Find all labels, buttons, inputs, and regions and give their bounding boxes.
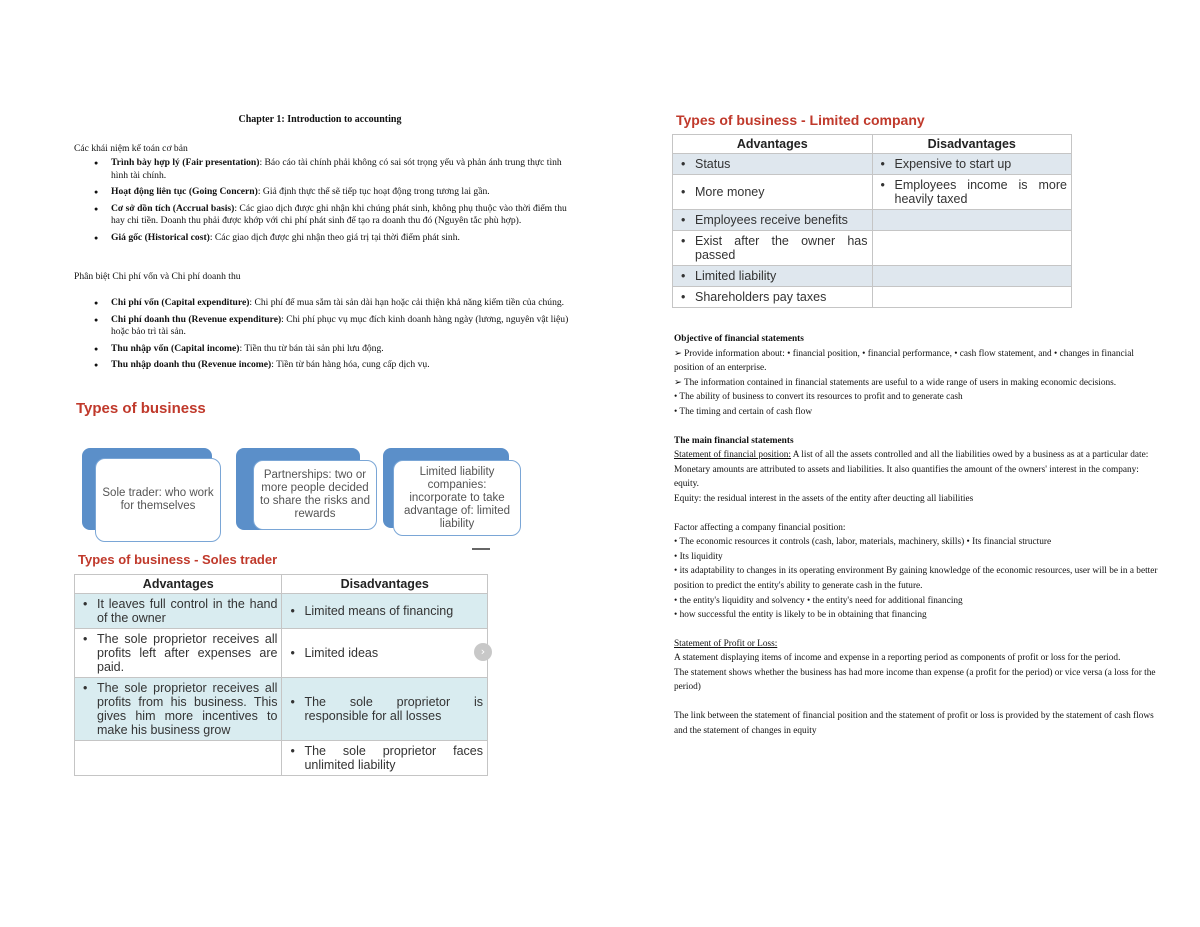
factor-line: • the entity's liquidity and solvency • the entity's need for additional financing	[674, 595, 963, 606]
disadvantage-cell: • The sole proprietor faces unlimited liability	[286, 744, 483, 772]
factor-line: • Its liquidity	[674, 551, 723, 562]
list-item: ● Giá gốc (Historical cost): Các giao dịch được ghi nhận theo giá trị tại thời điểm phát sinh.	[74, 232, 570, 245]
table-row	[673, 231, 1072, 266]
concepts-list	[74, 157, 570, 248]
objective-line: ➢ The information contained in financial statements are useful to a wide range of users in making economic decisions.	[674, 377, 1117, 388]
disadvantage-cell: • Expensive to start up	[877, 157, 1068, 171]
advantage-cell: • Shareholders pay taxes	[677, 290, 868, 304]
table-row	[673, 266, 1072, 287]
disadvantage-cell: • Limited ideas	[286, 646, 483, 660]
limited-company-table	[672, 134, 1072, 308]
objective-heading: Objective of financial statements	[674, 334, 804, 344]
advantage-cell: • Status	[677, 157, 868, 171]
table-header-advantages: Advantages	[75, 575, 282, 594]
objective-line: ➢ Provide information about: • financial position, • financial performance, • cash flow statement, and • changes in financial position of an enterprise.	[674, 348, 1134, 374]
list-item: ● Cơ sở dồn tích (Accrual basis): Các giao dịch được ghi nhận khi chúng phát sinh, không phụ thuộc vào thời điểm thu hay chi tiền. Doanh thu phải được khớp với chi phí phát sinh để tạo ra doanh thu đó (Nguyên tắc phù hợp).	[74, 203, 570, 228]
factor-line: • The economic resources it controls (cash, labor, materials, machinery, skills) • Its financial structure	[674, 537, 1052, 548]
list-item: ● Trình bày hợp lý (Fair presentation): Báo cáo tài chính phải không có sai sót trọng yếu và phản ánh trung thực tình hình tài chính.	[74, 157, 570, 182]
factor-heading: Factor affecting a company financial position:	[674, 522, 846, 533]
table-header-disadvantages: Disadvantages	[282, 575, 488, 594]
list-item: ● Thu nhập doanh thu (Revenue income): Tiền từ bán hàng hóa, cung cấp dịch vụ.	[74, 359, 570, 372]
advantage-cell: • The sole proprietor receives all profits left after expenses are paid.	[79, 632, 277, 674]
diagram-box-sole-trader: Sole trader: who work for themselves	[95, 458, 221, 542]
table-row	[75, 741, 488, 776]
diagram-box-limited-liability: Limited liability companies: incorporate to take advantage of: limited liability	[393, 460, 521, 536]
chevron-right-icon[interactable]: ›	[474, 643, 492, 661]
advantage-cell: • Employees receive benefits	[677, 213, 868, 227]
limited-company-title: Types of business - Limited company	[676, 112, 925, 128]
sopl-line: A statement displaying items of income and expense in a reporting period as components of profit or loss for the period.	[674, 653, 1121, 664]
main-statements-heading: The main financial statements	[674, 435, 794, 446]
financial-statements-section	[674, 332, 1160, 738]
disadvantage-cell: • The sole proprietor is responsible for all losses	[286, 695, 483, 723]
types-of-business-title: Types of business	[76, 400, 206, 417]
link-paragraph: The link between the statement of financial position and the statement of profit or loss is provided by the statement of cash flows and the statement of changes in equity	[674, 711, 1154, 736]
equity-line: Equity: the residual interest in the assets of the entity after deucting all liabilities	[674, 493, 974, 504]
diagram-box-partnerships: Partnerships: two or more people decided to share the risks and rewards	[253, 460, 377, 530]
list-item: ● Chi phí doanh thu (Revenue expenditure): Chi phí phục vụ mục đích kinh doanh hàng ngày (lương, nguyên vật liệu) hoặc bảo trì tài sản.	[74, 314, 570, 339]
advantage-cell: • The sole proprietor receives all profits from his business. This gives him more incentives to make his business grow	[79, 681, 277, 737]
expenses-list	[74, 297, 570, 376]
concepts-heading: Các khái niệm kế toán cơ bản	[74, 143, 188, 154]
advantage-cell: • Exist after the owner has passed	[677, 234, 868, 262]
table-header-advantages: Advantages	[673, 135, 873, 154]
table-row	[673, 175, 1072, 210]
sopl-line: The statement shows whether the business has had more income than expense (a profit for the period) or vice versa (a loss for the period)	[674, 667, 1156, 693]
table-row	[75, 594, 488, 629]
table-row	[75, 629, 488, 678]
list-item: ● Thu nhập vốn (Capital income): Tiền thu từ bán tài sản phi lưu động.	[74, 343, 570, 356]
sopl-heading: Statement of Profit or Loss:	[674, 638, 778, 649]
objective-line: • The timing and certain of cash flow	[674, 406, 813, 417]
factor-line: • how successful the entity is likely to be in obtaining that financing	[674, 610, 927, 621]
sofp-paragraph: Statement of financial position: A list of all the assets controlled and all the liabilities owed by a business as at a particular date: Monetary amounts are attributed to assets and liabilities. It also quantifies the amount of the owners' interest in the company: equity.	[674, 450, 1149, 490]
table-row	[673, 287, 1072, 308]
factor-line: • its adaptability to changes in its operating environment By gaining knowledge of the economic resources, user will be in a better position to predict the entity's ability to generate cash in the future.	[674, 566, 1158, 591]
sole-trader-table	[74, 574, 488, 776]
slide-mark	[472, 548, 490, 550]
advantage-cell: • Limited liability	[677, 269, 868, 283]
advantage-cell: • It leaves full control in the hand of the owner	[79, 597, 277, 625]
table-row	[75, 678, 488, 741]
disadvantage-cell: • Employees income is more heavily taxed	[877, 178, 1068, 206]
distinguish-heading: Phân biệt Chi phí vốn và Chi phí doanh thu	[74, 271, 241, 282]
chapter-title: Chapter 1: Introduction to accounting	[238, 114, 402, 125]
disadvantage-cell: • Limited means of financing	[286, 604, 483, 618]
table-header-disadvantages: Disadvantages	[872, 135, 1072, 154]
sole-trader-title: Types of business - Soles trader	[78, 552, 278, 567]
list-item: ● Hoạt động liên tục (Going Concern): Giả định thực thể sẽ tiếp tục hoạt động trong tương lai gần.	[74, 186, 570, 199]
list-item: ● Chi phí vốn (Capital expenditure): Chi phí để mua sắm tài sản dài hạn hoặc cải thiện khả năng kiếm tiền của chúng.	[74, 297, 570, 310]
advantage-cell: • More money	[677, 185, 868, 199]
table-row	[673, 154, 1072, 175]
objective-line: • The ability of business to convert its resources to profit and to generate cash	[674, 392, 963, 403]
table-row	[673, 210, 1072, 231]
